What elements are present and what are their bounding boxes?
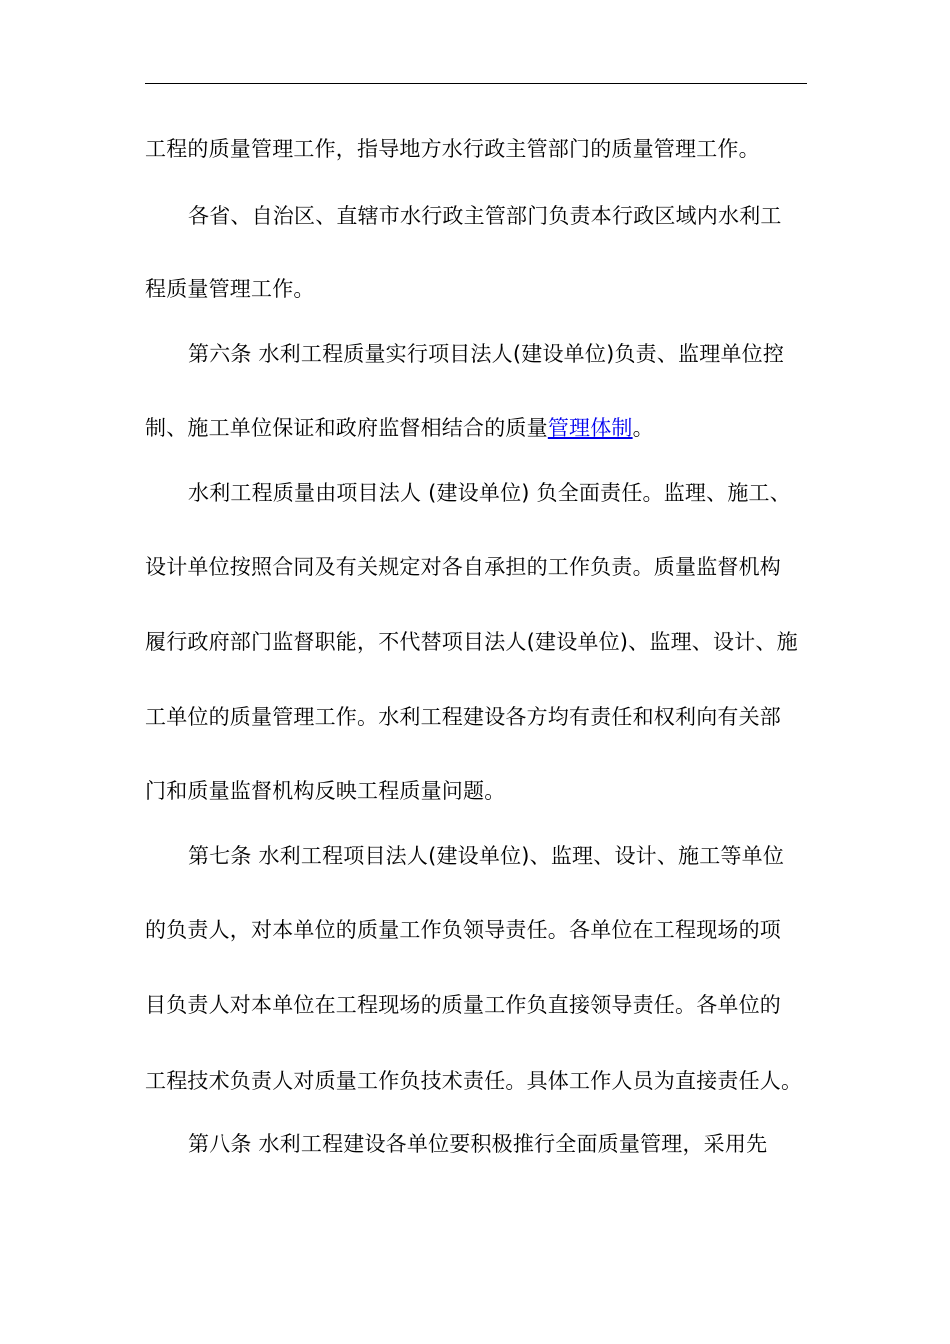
text-line-11: 第七条 水利工程项目法人(建设单位)、监理、设计、施工等单位 bbox=[188, 844, 785, 868]
management-system-link[interactable]: 管理体制 bbox=[547, 416, 633, 440]
text-line-5-start: 制、施工单位保证和政府监督相结合的质量 bbox=[145, 416, 548, 440]
text-line-1: 工程的质量管理工作，指导地方水行政主管部门的质量管理工作。 bbox=[145, 137, 760, 161]
text-line-2: 各省、自治区、直辖市水行政主管部门负责本行政区域内水利工 bbox=[188, 204, 782, 228]
text-line-14: 工程技术负责人对质量工作负技术责任。具体工作人员为直接责任人。 bbox=[145, 1069, 803, 1093]
text-line-4: 第六条 水利工程质量实行项目法人(建设单位)负责、监理单位控 bbox=[188, 342, 785, 366]
text-line-8: 履行政府部门监督职能，不代替项目法人(建设单位)、监理、设计、施 bbox=[145, 630, 798, 654]
text-line-13: 目负责人对本单位在工程现场的质量工作负直接领导责任。各单位的 bbox=[145, 993, 781, 1017]
text-line-5 bbox=[145, 413, 825, 443]
text-line-9: 工单位的质量管理工作。水利工程建设各方均有责任和权利向有关部 bbox=[145, 705, 781, 729]
text-line-6: 水利工程质量由项目法人 (建设单位) 负全面责任。监理、施工、 bbox=[188, 481, 791, 505]
text-line-10: 门和质量监督机构反映工程质量问题。 bbox=[145, 779, 506, 803]
text-line-15: 第八条 水利工程建设各单位要积极推行全面质量管理，采用先 bbox=[188, 1132, 768, 1156]
header-rule bbox=[145, 83, 807, 84]
text-line-7: 设计单位按照合同及有关规定对各自承担的工作负责。质量监督机构 bbox=[145, 555, 781, 579]
text-line-12: 的负责人，对本单位的质量工作负领导责任。各单位在工程现场的项 bbox=[145, 918, 781, 942]
text-line-5-end: 。 bbox=[632, 416, 654, 440]
text-line-3: 程质量管理工作。 bbox=[145, 277, 315, 301]
